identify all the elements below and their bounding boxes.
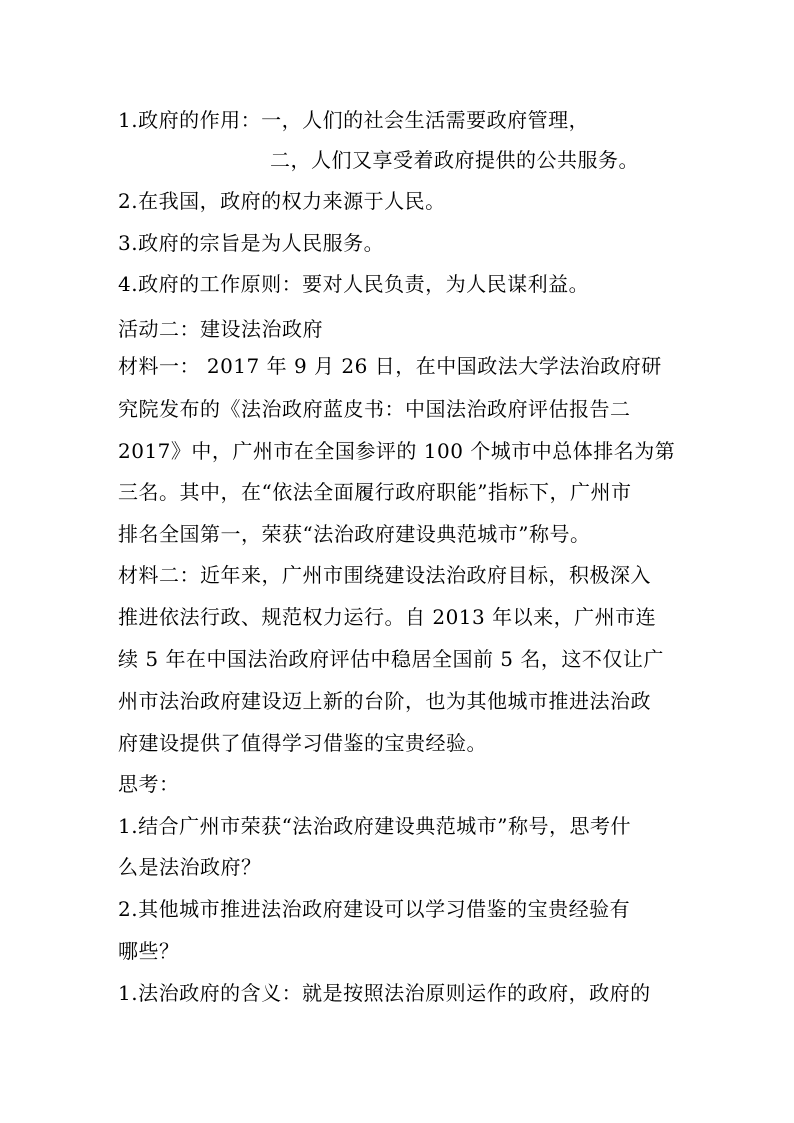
text-line-4: 3.政府的宗旨是为人民服务。 xyxy=(118,231,385,255)
text-line-15: 州市法治政府建设迈上新的台阶，也为其他城市推进法治政 xyxy=(118,689,651,713)
text-line-20: 2.其他城市推进法治政府建设可以学习借鉴的宝贵经验有 xyxy=(118,897,631,921)
text-line-7: 材料一： 2017 年 9 月 26 日，在中国政法大学法治政府研 xyxy=(118,354,662,378)
text-line-19: 么是法治政府？ xyxy=(118,855,262,879)
text-line-16: 府建设提供了值得学习借鉴的宝贵经验。 xyxy=(118,731,487,755)
text-line-10: 三名。其中，在“依法全面履行政府职能”指标下，广州市 xyxy=(118,480,632,504)
text-line-14: 续 5 年在中国法治政府评估中稳居全国前 5 名，这不仅让广 xyxy=(118,647,664,671)
text-line-5: 4.政府的工作原则：要对人民负责，为人民谋利益。 xyxy=(118,272,590,296)
text-line-8: 究院发布的《法治政府蓝皮书：中国法治政府评估报告二 xyxy=(118,397,631,421)
text-line-18: 1.结合广州市荣获“法治政府建设典范城市”称号，思考什 xyxy=(118,814,632,838)
text-line-2: 二，人们又享受着政府提供的公共服务。 xyxy=(270,148,639,172)
text-line-13: 推进依法行政、规范权力运行。自 2013 年以来，广州市连 xyxy=(118,605,657,629)
text-line-3: 2.在我国，政府的权力来源于人民。 xyxy=(118,189,446,213)
text-line-9: 2017》中，广州市在全国参评的 100 个城市中总体排名为第 xyxy=(118,439,676,463)
think-heading: 思考： xyxy=(118,772,180,796)
text-line-22: 1.法治政府的含义：就是按照法治原则运作的政府，政府的 xyxy=(118,981,651,1005)
text-line-1: 1.政府的作用：一，人们的社会生活需要政府管理， xyxy=(118,108,590,132)
section-heading: 活动二：建设法治政府 xyxy=(118,317,323,341)
text-line-12: 材料二：近年来，广州市围绕建设法治政府目标，积极深入 xyxy=(118,563,651,587)
text-line-11: 排名全国第一，荣获“法治政府建设典范城市”称号。 xyxy=(118,522,591,546)
text-line-21: 哪些？ xyxy=(118,939,180,963)
